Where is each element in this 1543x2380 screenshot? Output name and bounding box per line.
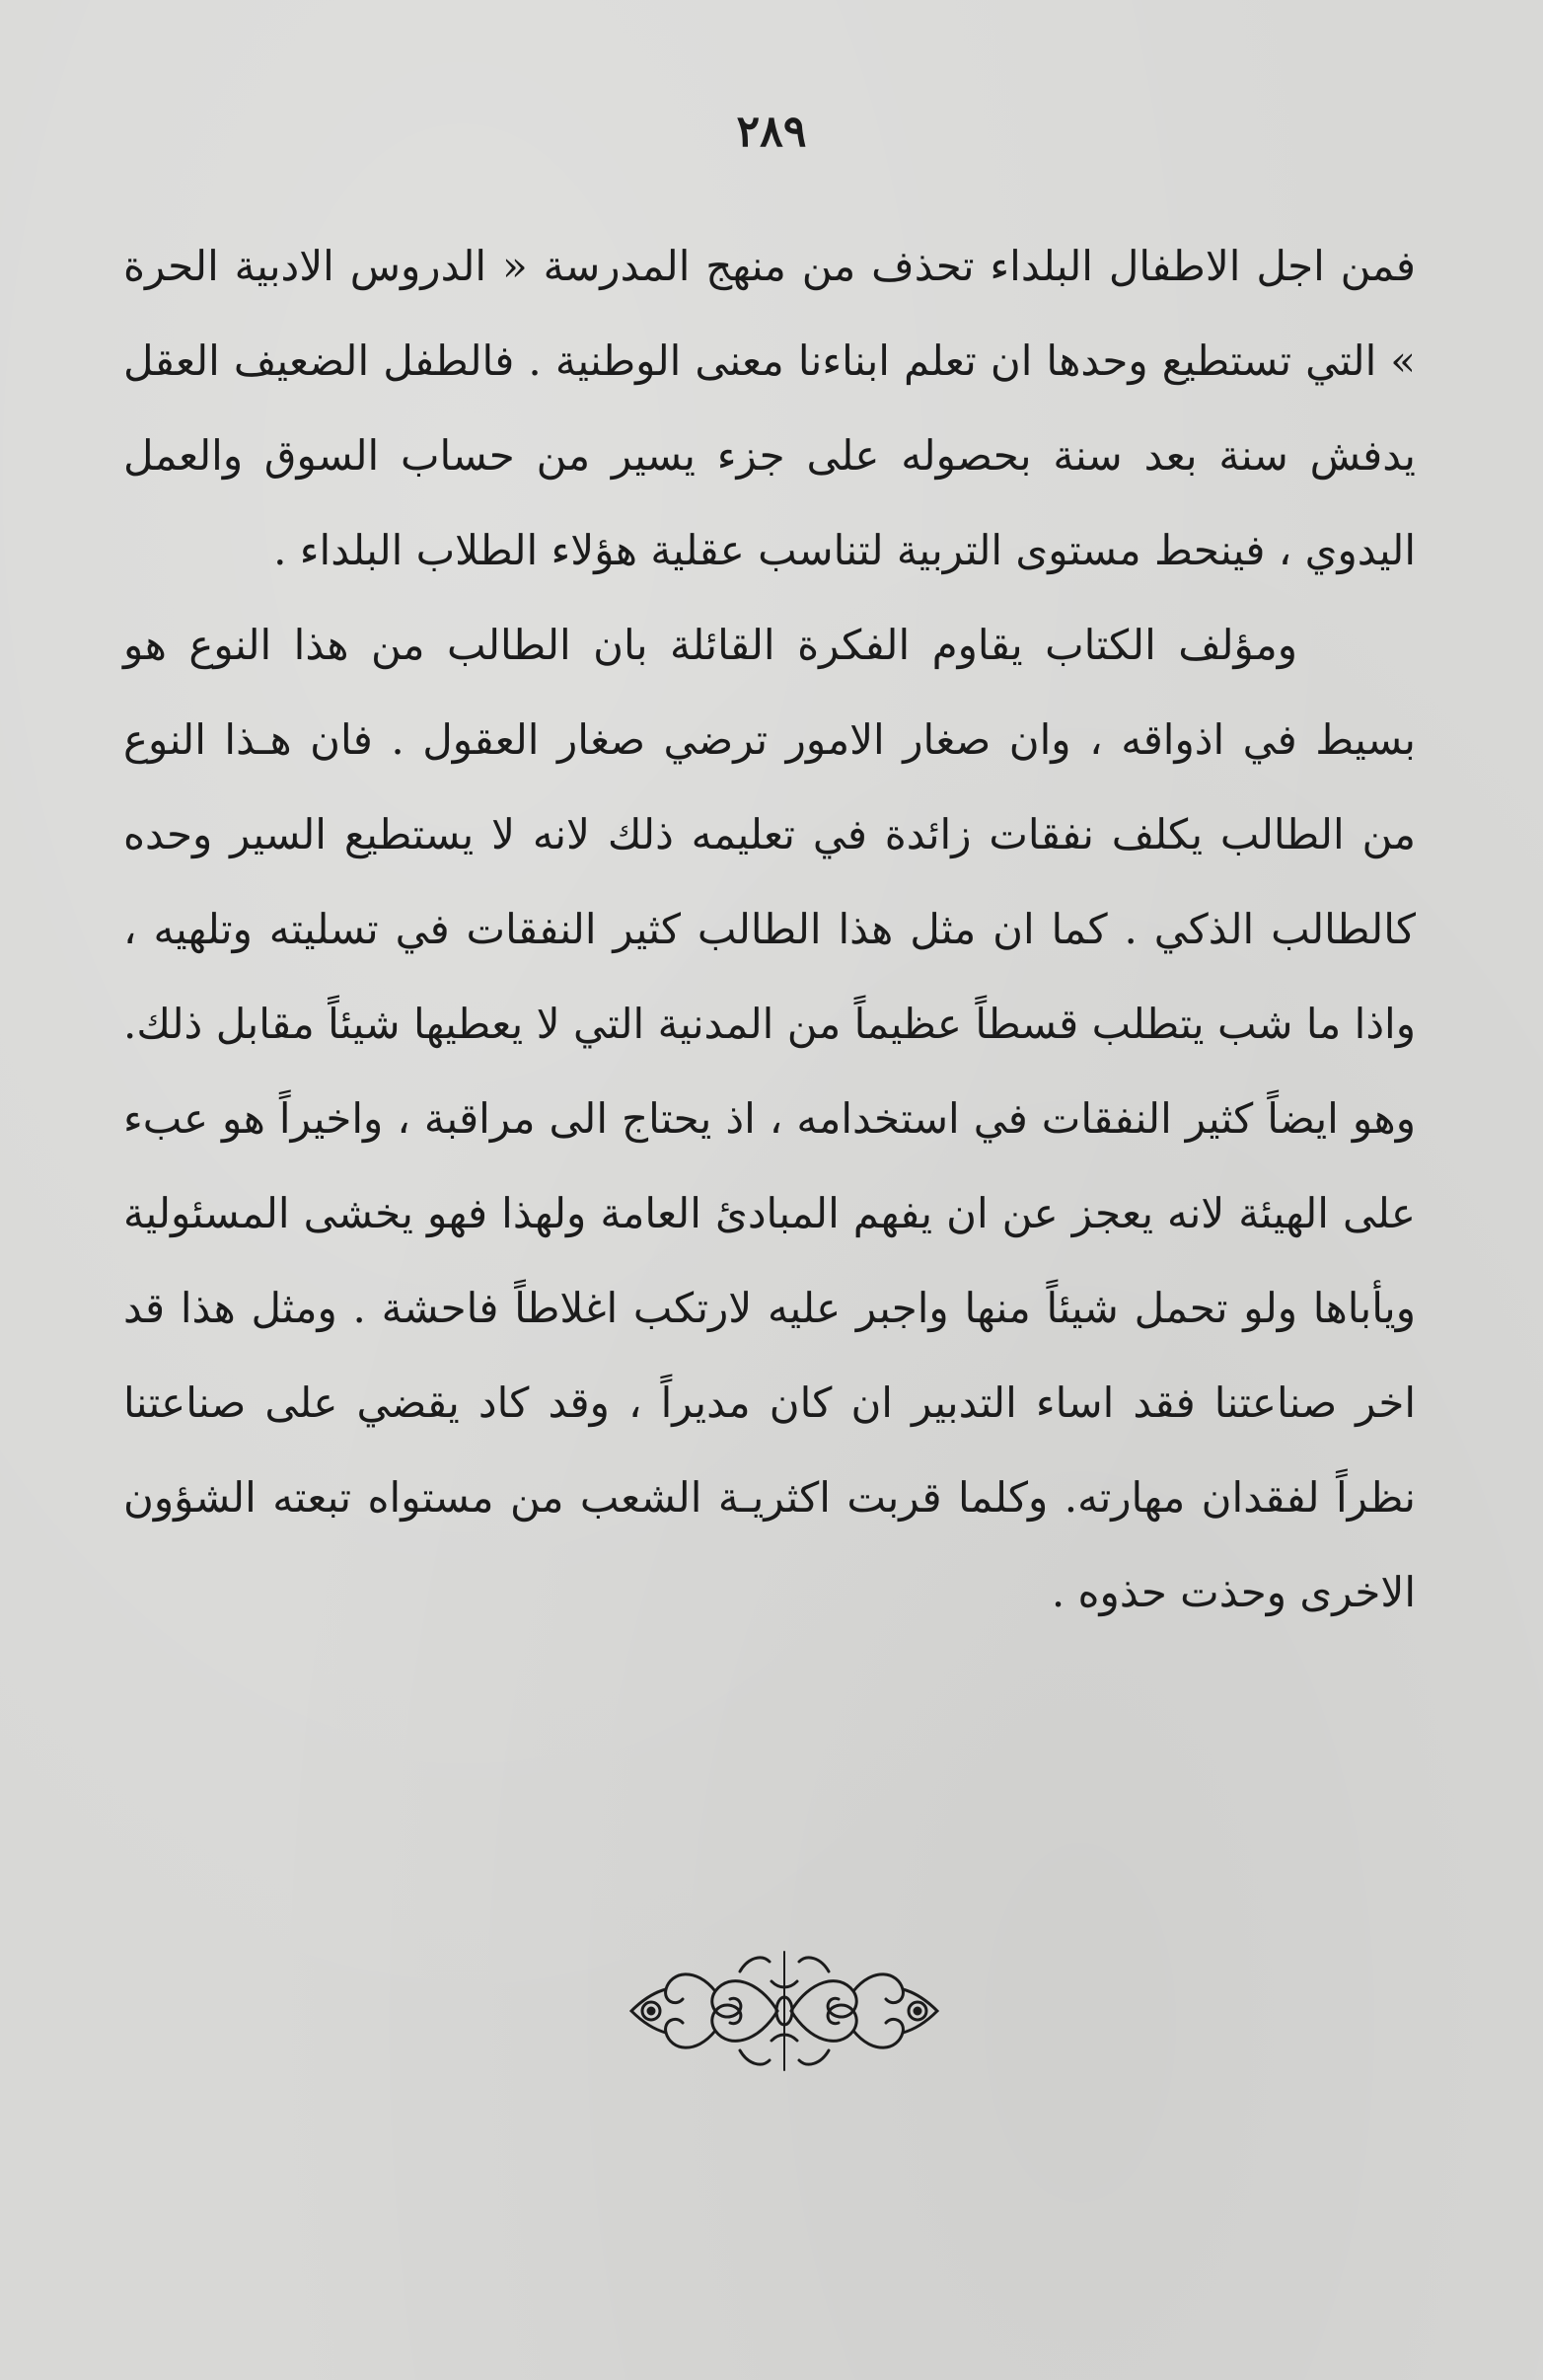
body-text xyxy=(123,219,1416,1640)
floral-ornament-icon xyxy=(622,1932,947,2090)
paragraph-1: فمن اجل الاطفال البلداء تحذف من منهج المدرسة « الدروس الادبية الحرة » التي تستطيع وحدها ان تعلم ابناءنا معنى الوطنية . فالطفل الضعيف العقل يدفش سنة بعد سنة بحصوله على جزء يسير من حساب السوق والعمل اليدوي ، فينحط مستوى التربية لتناسب عقلية هؤلاء الطلاب البلداء . xyxy=(123,242,1416,574)
paragraph-2: ومؤلف الكتاب يقاوم الفكرة القائلة بان الطالب من هذا النوع هو بسيط في اذواقه ، وان صغار الامور ترضي صغار العقول . فان هـذا النوع من الطالب يكلف نفقات زائدة في تعليمه ذلك لانه لا يستطيع السير وحده كالطالب الذكي . كما ان مثل هذا الطالب كثير النفقات في تسليته وتلهيه ، واذا ما شب يتطلب قسطاً عظيماً من المدنية التي لا يعطيها شيئاً مقابل ذلك. وهو ايضاً كثير النفقات في استخدامه ، اذ يحتاج الى مراقبة ، واخيراً هو عبء على الهيئة لانه يعجز عن ان يفهم المبادئ العامة ولهذا فهو يخشى المسئولية ويأباها ولو تحمل شيئاً منها واجبر عليه لارتكب اغلاطاً فاحشة . ومثل هذا قد اخر صناعتنا فقد اساء التدبير ان كان مديراً ، وقد كاد يقضي على صناعتنا نظراً لفقدان مهارته. وكلما قربت اكثريـة الشعب من مستواه تبعته الشؤون الاخرى وحذت حذوه . xyxy=(123,621,1417,1616)
page-number: ٢٨٩ xyxy=(736,107,807,157)
